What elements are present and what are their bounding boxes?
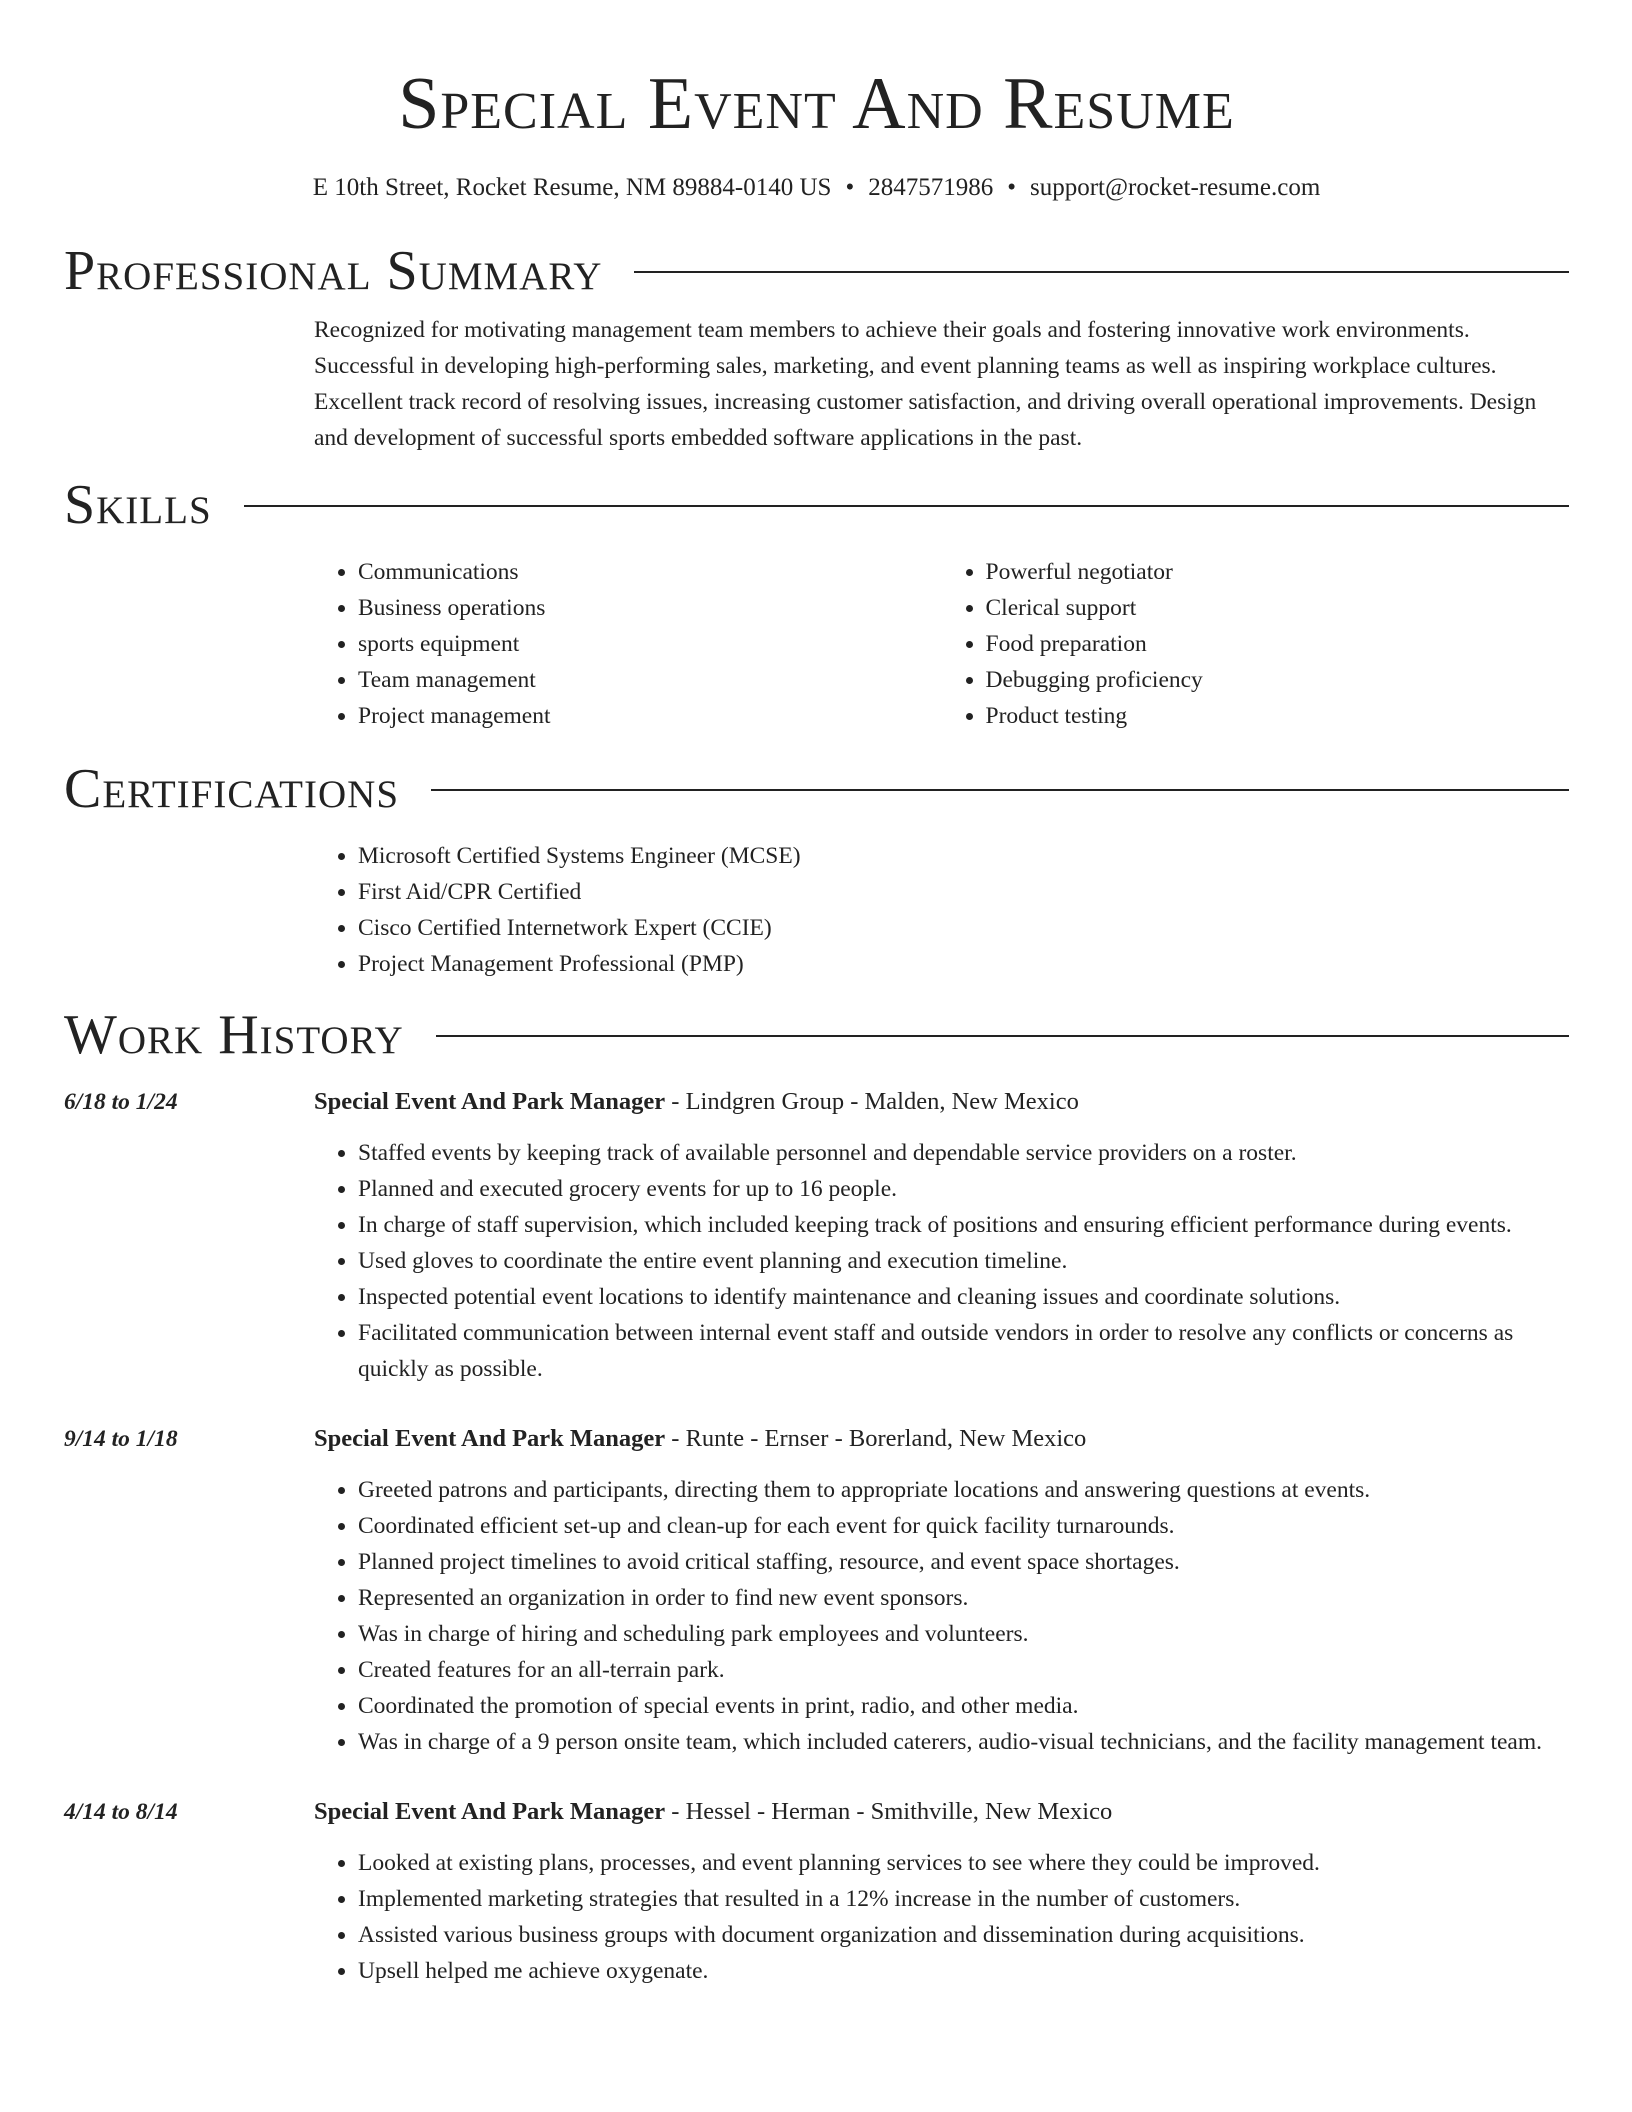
job-title: Special Event And Park Manager — [314, 1088, 666, 1115]
contact-separator: • — [1007, 174, 1016, 201]
contact-address: E 10th Street, Rocket Resume, NM 89884-0140 US — [312, 174, 832, 201]
job-bullet: • Coordinated efficient set-up and clean-up for each event for quick facility turnarounds. — [358, 1508, 1569, 1544]
section-divider — [431, 789, 1569, 791]
summary-text: Recognized for motivating management team members to achieve their goals and fostering innovative work environments. Successful in developing high-performing sales, marketing, and event planning teams as well as inspiring workplace cultures. Excellent track record of resolving issues, increasing customer satisfaction, and driving overall operational improvements. Design and development of successful sports embedded software applications in the past. — [314, 317, 1537, 451]
section-divider — [634, 271, 1569, 273]
job-entry — [64, 1421, 1569, 1760]
job-bullet: • Planned and executed grocery events for up to 16 people. — [358, 1171, 1569, 1207]
section-divider — [436, 1035, 1569, 1037]
job-bullet: • Used gloves to coordinate the entire event planning and execution timeline. — [358, 1243, 1569, 1279]
contact-line — [64, 172, 1569, 204]
job-employer: - Hessel - Herman - Smithville, New Mexico — [665, 1798, 1113, 1825]
skills-section — [314, 554, 1569, 734]
job-bullet: • Coordinated the promotion of special events in print, radio, and other media. — [358, 1688, 1569, 1724]
job-entry — [64, 1084, 1569, 1387]
summary-heading: Professional Summary — [64, 240, 603, 302]
job-bullet: • In charge of staff supervision, which included keeping track of positions and ensuring efficient performance during events. — [358, 1207, 1569, 1243]
work-section-header — [64, 1002, 1569, 1068]
certification-item: • Cisco Certified Internetwork Expert (CCIE) — [358, 910, 1569, 946]
skill-item: • Project management — [358, 698, 942, 734]
skill-item: • Powerful negotiator — [986, 554, 1570, 590]
section-divider — [244, 505, 1569, 507]
skill-item: • Communications — [358, 554, 942, 590]
job-employer: - Lindgren Group - Malden, New Mexico — [665, 1088, 1079, 1115]
job-dates: 4/14 to 8/14 — [64, 1799, 178, 1825]
certification-item: • First Aid/CPR Certified — [358, 874, 1569, 910]
job-details — [314, 1421, 1569, 1760]
job-bullet: • Assisted various business groups with document organization and dissemination during acquisitions. — [358, 1917, 1569, 1953]
job-details — [314, 1084, 1569, 1387]
summary-section-header — [64, 238, 1569, 304]
contact-phone: 2847571986 — [868, 174, 994, 201]
skill-item: • Product testing — [986, 698, 1570, 734]
job-bullet: • Represented an organization in order to find new event sponsors. — [358, 1580, 1569, 1616]
skill-item: • Debugging proficiency — [986, 662, 1570, 698]
skills-heading: Skills — [64, 474, 212, 536]
certifications-section-header — [64, 756, 1569, 822]
job-bullet: • Greeted patrons and participants, directing them to appropriate locations and answering questions at events. — [358, 1472, 1569, 1508]
job-details — [314, 1794, 1569, 1989]
work-heading: Work History — [64, 1004, 404, 1066]
job-bullets — [314, 1472, 1569, 1760]
job-entry — [64, 1794, 1569, 1989]
resume-name: Special Event And Resume — [398, 63, 1235, 145]
skills-section-header — [64, 472, 1569, 538]
job-bullet: • Facilitated communication between internal event staff and outside vendors in order to resolve any conflicts or concerns as quickly as possible. — [358, 1315, 1569, 1387]
skills-list-left — [314, 554, 942, 734]
job-title-line — [314, 1084, 1569, 1120]
certification-item: • Project Management Professional (PMP) — [358, 946, 1569, 982]
job-bullet: • Upsell helped me achieve oxygenate. — [358, 1953, 1569, 1989]
job-dates: 6/18 to 1/24 — [64, 1089, 178, 1115]
job-bullets — [314, 1845, 1569, 1989]
skills-list-right — [942, 554, 1570, 734]
skill-item: • Business operations — [358, 590, 942, 626]
job-title-line — [314, 1421, 1569, 1457]
certification-item: • Microsoft Certified Systems Engineer (MCSE) — [358, 838, 1569, 874]
certifications-section — [314, 838, 1569, 982]
certifications-heading: Certifications — [64, 758, 400, 820]
skill-item: • Food preparation — [986, 626, 1570, 662]
job-bullet: • Inspected potential event locations to identify maintenance and cleaning issues and coordinate solutions. — [358, 1279, 1569, 1315]
job-bullet: • Looked at existing plans, processes, and event planning services to see where they could be improved. — [358, 1845, 1569, 1881]
job-title-line — [314, 1794, 1569, 1830]
job-bullets — [314, 1135, 1569, 1387]
contact-separator: • — [845, 174, 855, 201]
skill-item: • Team management — [358, 662, 942, 698]
job-bullet: • Planned project timelines to avoid critical staffing, resource, and event space shortages. — [358, 1544, 1569, 1580]
job-bullet: • Created features for an all-terrain park. — [358, 1652, 1569, 1688]
skill-item: • Clerical support — [986, 590, 1570, 626]
job-bullet: • Implemented marketing strategies that resulted in a 12% increase in the number of customers. — [358, 1881, 1569, 1917]
job-employer: - Runte - Ernser - Borerland, New Mexico — [665, 1425, 1087, 1452]
job-dates: 9/14 to 1/18 — [64, 1426, 178, 1452]
certifications-list — [314, 838, 1569, 982]
job-bullet: • Was in charge of hiring and scheduling park employees and volunteers. — [358, 1616, 1569, 1652]
job-title: Special Event And Park Manager — [314, 1798, 666, 1825]
skill-item: • sports equipment — [358, 626, 942, 662]
contact-email: support@rocket-resume.com — [1029, 174, 1321, 201]
resume-page — [64, 0, 1569, 1989]
job-bullet: • Was in charge of a 9 person onsite team, which included caterers, audio-visual technicians, and the facility management team. — [358, 1724, 1569, 1760]
job-title: Special Event And Park Manager — [314, 1425, 666, 1452]
summary-section — [314, 312, 1569, 456]
job-bullet: • Staffed events by keeping track of available personnel and dependable service providers on a roster. — [358, 1135, 1569, 1171]
